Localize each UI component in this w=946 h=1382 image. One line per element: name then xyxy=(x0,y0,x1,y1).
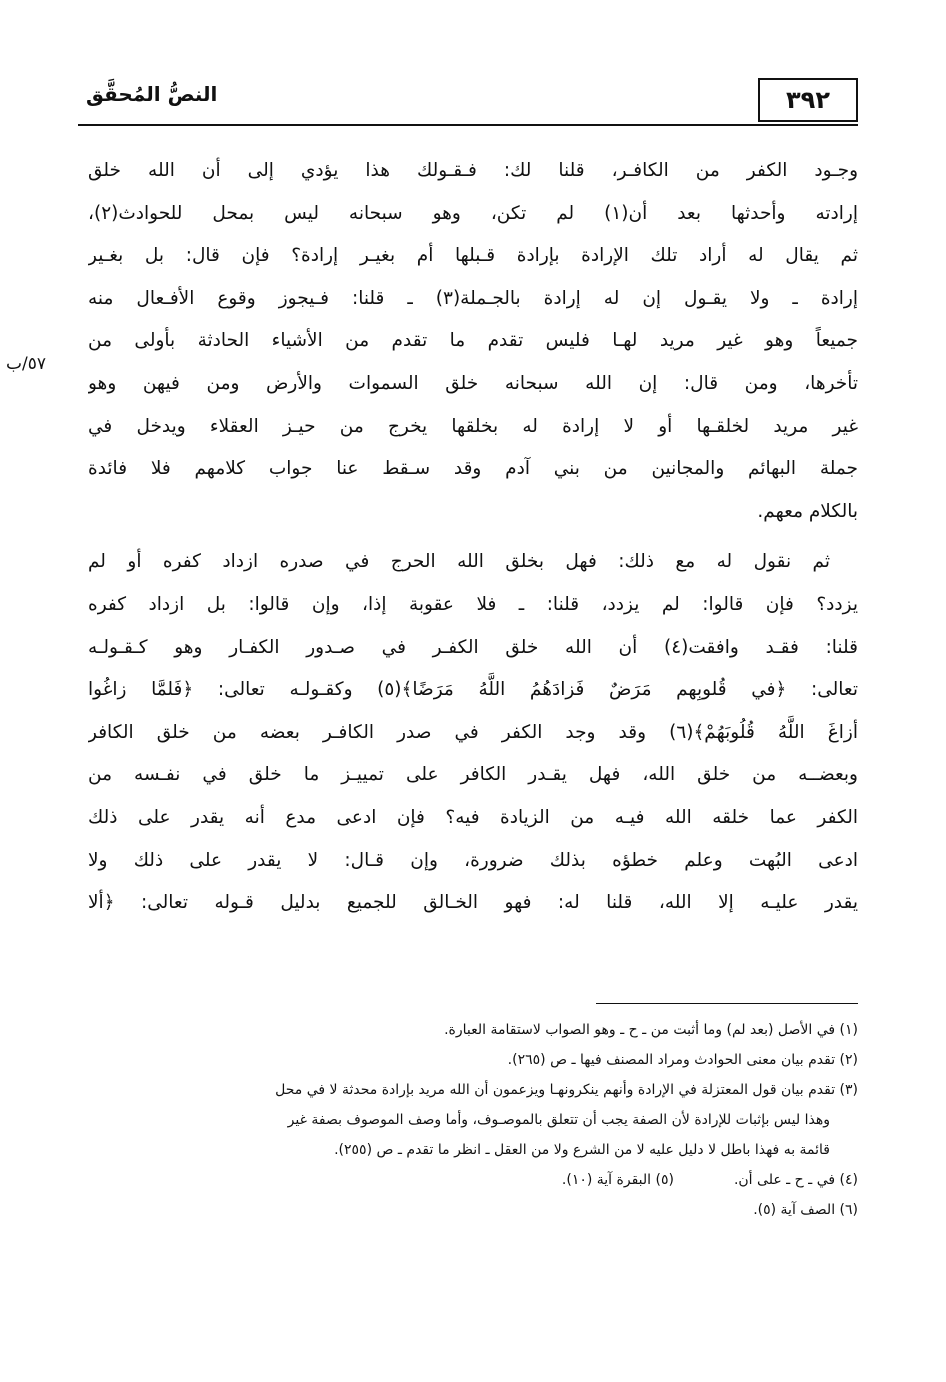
footnote-1: (١) في الأصل (بعد لم) وما أثبت من ـ ح ـ وهو الصواب لاستقامة العبارة. xyxy=(444,1022,858,1038)
footnote-2: (٢) تقدم بيان معنى الحوادث ومراد المصنف فيها ـ ص (٢٦٥). xyxy=(507,1052,858,1068)
text-line: أزاغَ اللَّهُ قُلُوبَهُمْ﴾(٦) وقد وجد الكفر في صدر الكافـر بعضه من خلق الكافر xyxy=(88,721,858,743)
footnote-3-line: (٣) تقدم بيان قول المعتزلة في الإرادة وأنهم ينكرونهـا ويزعمون أن الله مريد بإرادة محدثة لا في محل xyxy=(275,1082,858,1098)
footnote-3-line: وهذا ليس بإثبات للإرادة لأن الصفة يجب أن تتعلق بالموصـوف، وأما وصف الموصوف بصفة غير xyxy=(287,1112,830,1128)
text-line: قلنا: فقـد وافقت(٤) أن الله خلق الكفـر في صـدور الكفـار وهو كـقـولـه xyxy=(88,636,858,658)
page-header xyxy=(78,78,858,126)
text-line: وبعضــه من خلق الله، فهل يقـدر الكافر على تمييـز ما خلق في نفـسه من xyxy=(88,764,858,786)
text-line: جميعاً وهو غير مريد لهـا فليس تقدم ما تقدم من الأشياء الحادثة بأولى من xyxy=(88,330,858,352)
text-line: يقدر عليـه إلا الله، قلنا له: فهو الخـالق للجميع بدليل قـوله تعالى: ﴿ألا xyxy=(88,892,858,914)
text-line: وجـود الكفر من الكافـر، قلنا لك: فـقـولك هذا يؤدي إلى أن الله خلق xyxy=(88,160,858,181)
text-line: ادعى البُهت وعلم خطؤه بذلك ضرورة، وإن قـال: لا يقدر على ذلك ولا xyxy=(88,849,858,871)
text-line: الكفر عما خلقه الله فيـه من الزيادة فيه؟ فإن ادعى مدع أنه يقدر على ذلك xyxy=(88,806,858,828)
footnote-4: (٤) في ـ ح ـ على أن. xyxy=(733,1172,858,1188)
paragraph-2 xyxy=(88,541,858,924)
paragraph-1 xyxy=(88,150,858,533)
text-line: يزدد؟ فإن قالوا: لم يزدد، قلنا: ـ فلا عقوبة إذا، وإن قالوا: بل ازداد كفره xyxy=(88,593,858,615)
manuscript-folio-note: ٥٧/ب xyxy=(6,354,46,374)
text-line: بالكلام معهم. xyxy=(757,500,858,522)
footnotes xyxy=(88,1015,858,1225)
main-text xyxy=(88,150,858,925)
text-line: تعالى: ﴿في قُلوبِهم مَرَضٌ فَزادَهُمُ اللَّهُ مَرَضًا﴾(٥) وكقـولـه تعالى: ﴿فَلمَّا زاغُوا xyxy=(88,679,858,701)
text-line: ثم يقال له أراد تلك الإرادة بإرادة قـبلها أم بغيـر إرادة؟ فإن قال: بل بغـير xyxy=(88,245,858,267)
page-number: ٣٩٢ xyxy=(758,78,858,122)
text-line: إرادة ـ ولا يقـول إن له إرادة بالجـملة(٣) ـ قلنا: فـيجوز وقوع الأفـعال منه xyxy=(88,287,858,309)
footnote-6: (٦) الصف آية (٥). xyxy=(753,1202,858,1218)
footnote-separator xyxy=(596,1003,858,1004)
footnotes-4-5-row xyxy=(88,1165,858,1195)
running-title: النصُّ المُحقَّق xyxy=(86,82,218,106)
footnote-3-line: قائمة به فهذا باطل لا دليل عليه لا من الشرع ولا من العقل ـ انظر ما تقدم ـ ص (٢٥٥). xyxy=(334,1142,830,1158)
text-line: تأخرها، ومن قال: إن الله سبحانه خلق السموات والأرض ومن فيهن وهو xyxy=(88,372,858,394)
text-line: إرادته وأحدثها بعد أن(١) لم تكن، وهو سبحانه ليس بمحل للحوادث(٢)، xyxy=(88,202,858,224)
text-line: جملة البهائم والمجانين من بني آدم وقد سـقط عنا جواب كلامهم فلا فائدة xyxy=(88,458,858,480)
text-line: غير مريد لخلقـها أو لا إرادة له بخلقها يخرج من حيـز العقلاء ويدخل في xyxy=(88,415,858,437)
header-rule xyxy=(78,124,858,126)
text-line: ثم نقول له مع ذلك: فهل بخلق الله الحرج في صدره ازداد كفره أو لم xyxy=(88,551,830,573)
footnote-5: (٥) البقرة آية (١٠). xyxy=(561,1172,674,1188)
